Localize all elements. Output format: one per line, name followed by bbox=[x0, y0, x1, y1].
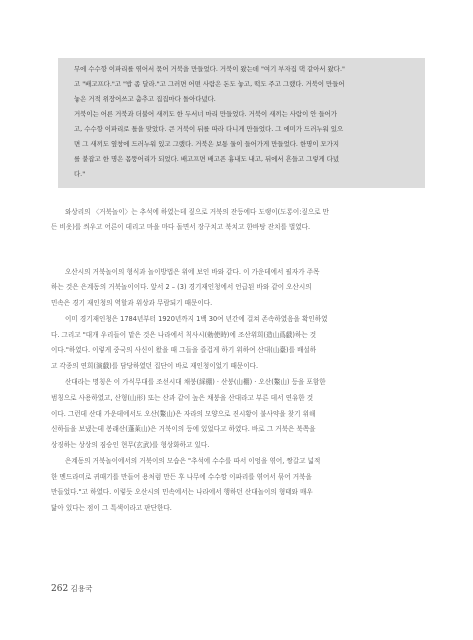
quote-line: 다." bbox=[74, 170, 86, 178]
paragraph-line: 산대라는 명칭은 이 가식무대를 조선시대 채붕(綵棚) · 산붕(山棚) · 오산(鰲山) 등을 포함한 bbox=[65, 378, 326, 386]
paragraph-line: 범칭으로 사용하였고, 산형(山形) 또는 산과 같이 높은 채붕을 산대라고 부른 데서 연유한 것 bbox=[51, 394, 314, 402]
paragraph-line: 이미 경기재인청은 1784년부터 1920년까지 1백 30여 년간에 걸쳐 존속하였음을 확인하였 bbox=[65, 315, 328, 323]
quote-line: 고 "배고프다."고 "밥 좀 달라."고 그러면 어떤 사람은 돈도 놓고, 떡도 주고 그랬다. 거북이 만들어 bbox=[74, 80, 345, 88]
paragraph-line: 상징하는 상상의 짐승인 현무(玄武)를 형상화하고 있다. bbox=[51, 441, 210, 449]
author-name: 김용국 bbox=[70, 584, 93, 593]
page-number: 262 bbox=[51, 584, 69, 594]
page-footer bbox=[51, 583, 92, 594]
quote-line: 면 그 새끼도 옆창에 드러누워 있고 그랬다. 거북은 보통 둘이 들어가게 만들었다. 한명이 모가지 bbox=[74, 140, 340, 148]
quote-line: 고, 수수깡 이파리로 틀을 맞았다. 큰 거북이 뒤를 따라 다니게 만들었다. 그 에미가 드러누워 있으 bbox=[74, 125, 344, 133]
quote-line: 를 붙잡고 한 명은 몸뚱어리가 되었다. 배고프면 배고픈 흉내도 내고, 뒤에서 흔들고 그렇게 다녔 bbox=[74, 155, 340, 163]
paragraph-line: 든 비옷)를 씌우고 어른이 데리고 마을 마다 돌면서 장구치고 북치고 한바탕 잔치를 벌였다. bbox=[51, 223, 311, 231]
paragraph-line: 만들었다."고 하였다. 이렇듯 오산시의 민속에서는 나라에서 행하던 산대놀이의 형태와 매우 bbox=[51, 488, 313, 496]
paragraph-line: 이다."하였다. 이렇게 중국의 사신이 왔을 때 그들을 즐겁게 하기 위하여 산대(山臺)를 배설하 bbox=[51, 346, 317, 354]
paragraph-line: 다. 그리고 "대개 우리들이 맡은 것은 나라에서 칙사시(勅使時)에 조산위희(造山爲戱)하는 것 bbox=[51, 331, 317, 339]
paragraph-line: 한 멘드라미로 귀때기를 만들어 용처럼 만든 후 나무에 수수깡 이파리를 엮어서 묶어 거북을 bbox=[51, 473, 312, 481]
paragraph-line: 이다. 그런데 산대 가운데에서도 오산(鰲山)은 자라의 모양으로 진시황이 불사약을 찾기 위해 bbox=[51, 410, 316, 418]
paragraph-line: 와상리의 〈거북놀이〉는 추석에 하였는데 짚으로 거북의 잔등에다 도랭이(도롱이:짚으로 만 bbox=[65, 208, 330, 216]
quote-line: 놓은 거적 위장어쓰고 춤추고 집집마다 돌아다녔다. bbox=[74, 95, 216, 103]
paragraph-line: 신하들을 보냈는데 봉래산(蓬萊山)은 거북이의 등에 있었다고 하였다. 바로 그 거북은 북쪽을 bbox=[51, 425, 316, 433]
paragraph-line: 오산시의 거북놀이의 형식과 놀이방법은 위에 보인 바와 같다. 이 가운데에서 필자가 주목 bbox=[65, 268, 320, 276]
paragraph-line: 하는 것은 은계동의 거북놀이이다. 앞서 2 – (3) 경기재인청에서 언급된 바와 같이 오산시의 bbox=[51, 283, 312, 291]
quote-line: 무에 수수깡 이파리를 엮어서 묶어 거북을 만들었다. 거북이 왔는데 "여기 부자집 댁 같아서 왔다." bbox=[74, 65, 345, 73]
paragraph-line: 민속은 경기 재인청의 역할과 위상과 무람되기 때문이다. bbox=[51, 299, 213, 307]
quote-line: 거북이는 어른 거북과 더불어 새끼도 한 두서너 마리 만들었다. 거북이 새끼는 사람이 안 들어가 bbox=[74, 110, 338, 118]
paragraph-line: 고 각종의 연희(演戱)를 담당하였던 집단이 바로 재인청이었기 때문이다. bbox=[51, 362, 259, 370]
paragraph-line: 은계동의 거북놀이에서의 거북이의 모습은 "추석에 수수를 따서 이엉을 엮어, 짱갈고 넓적 bbox=[65, 457, 321, 465]
paragraph-line: 닮아 있다는 점이 그 특색이라고 판단한다. bbox=[51, 504, 172, 512]
